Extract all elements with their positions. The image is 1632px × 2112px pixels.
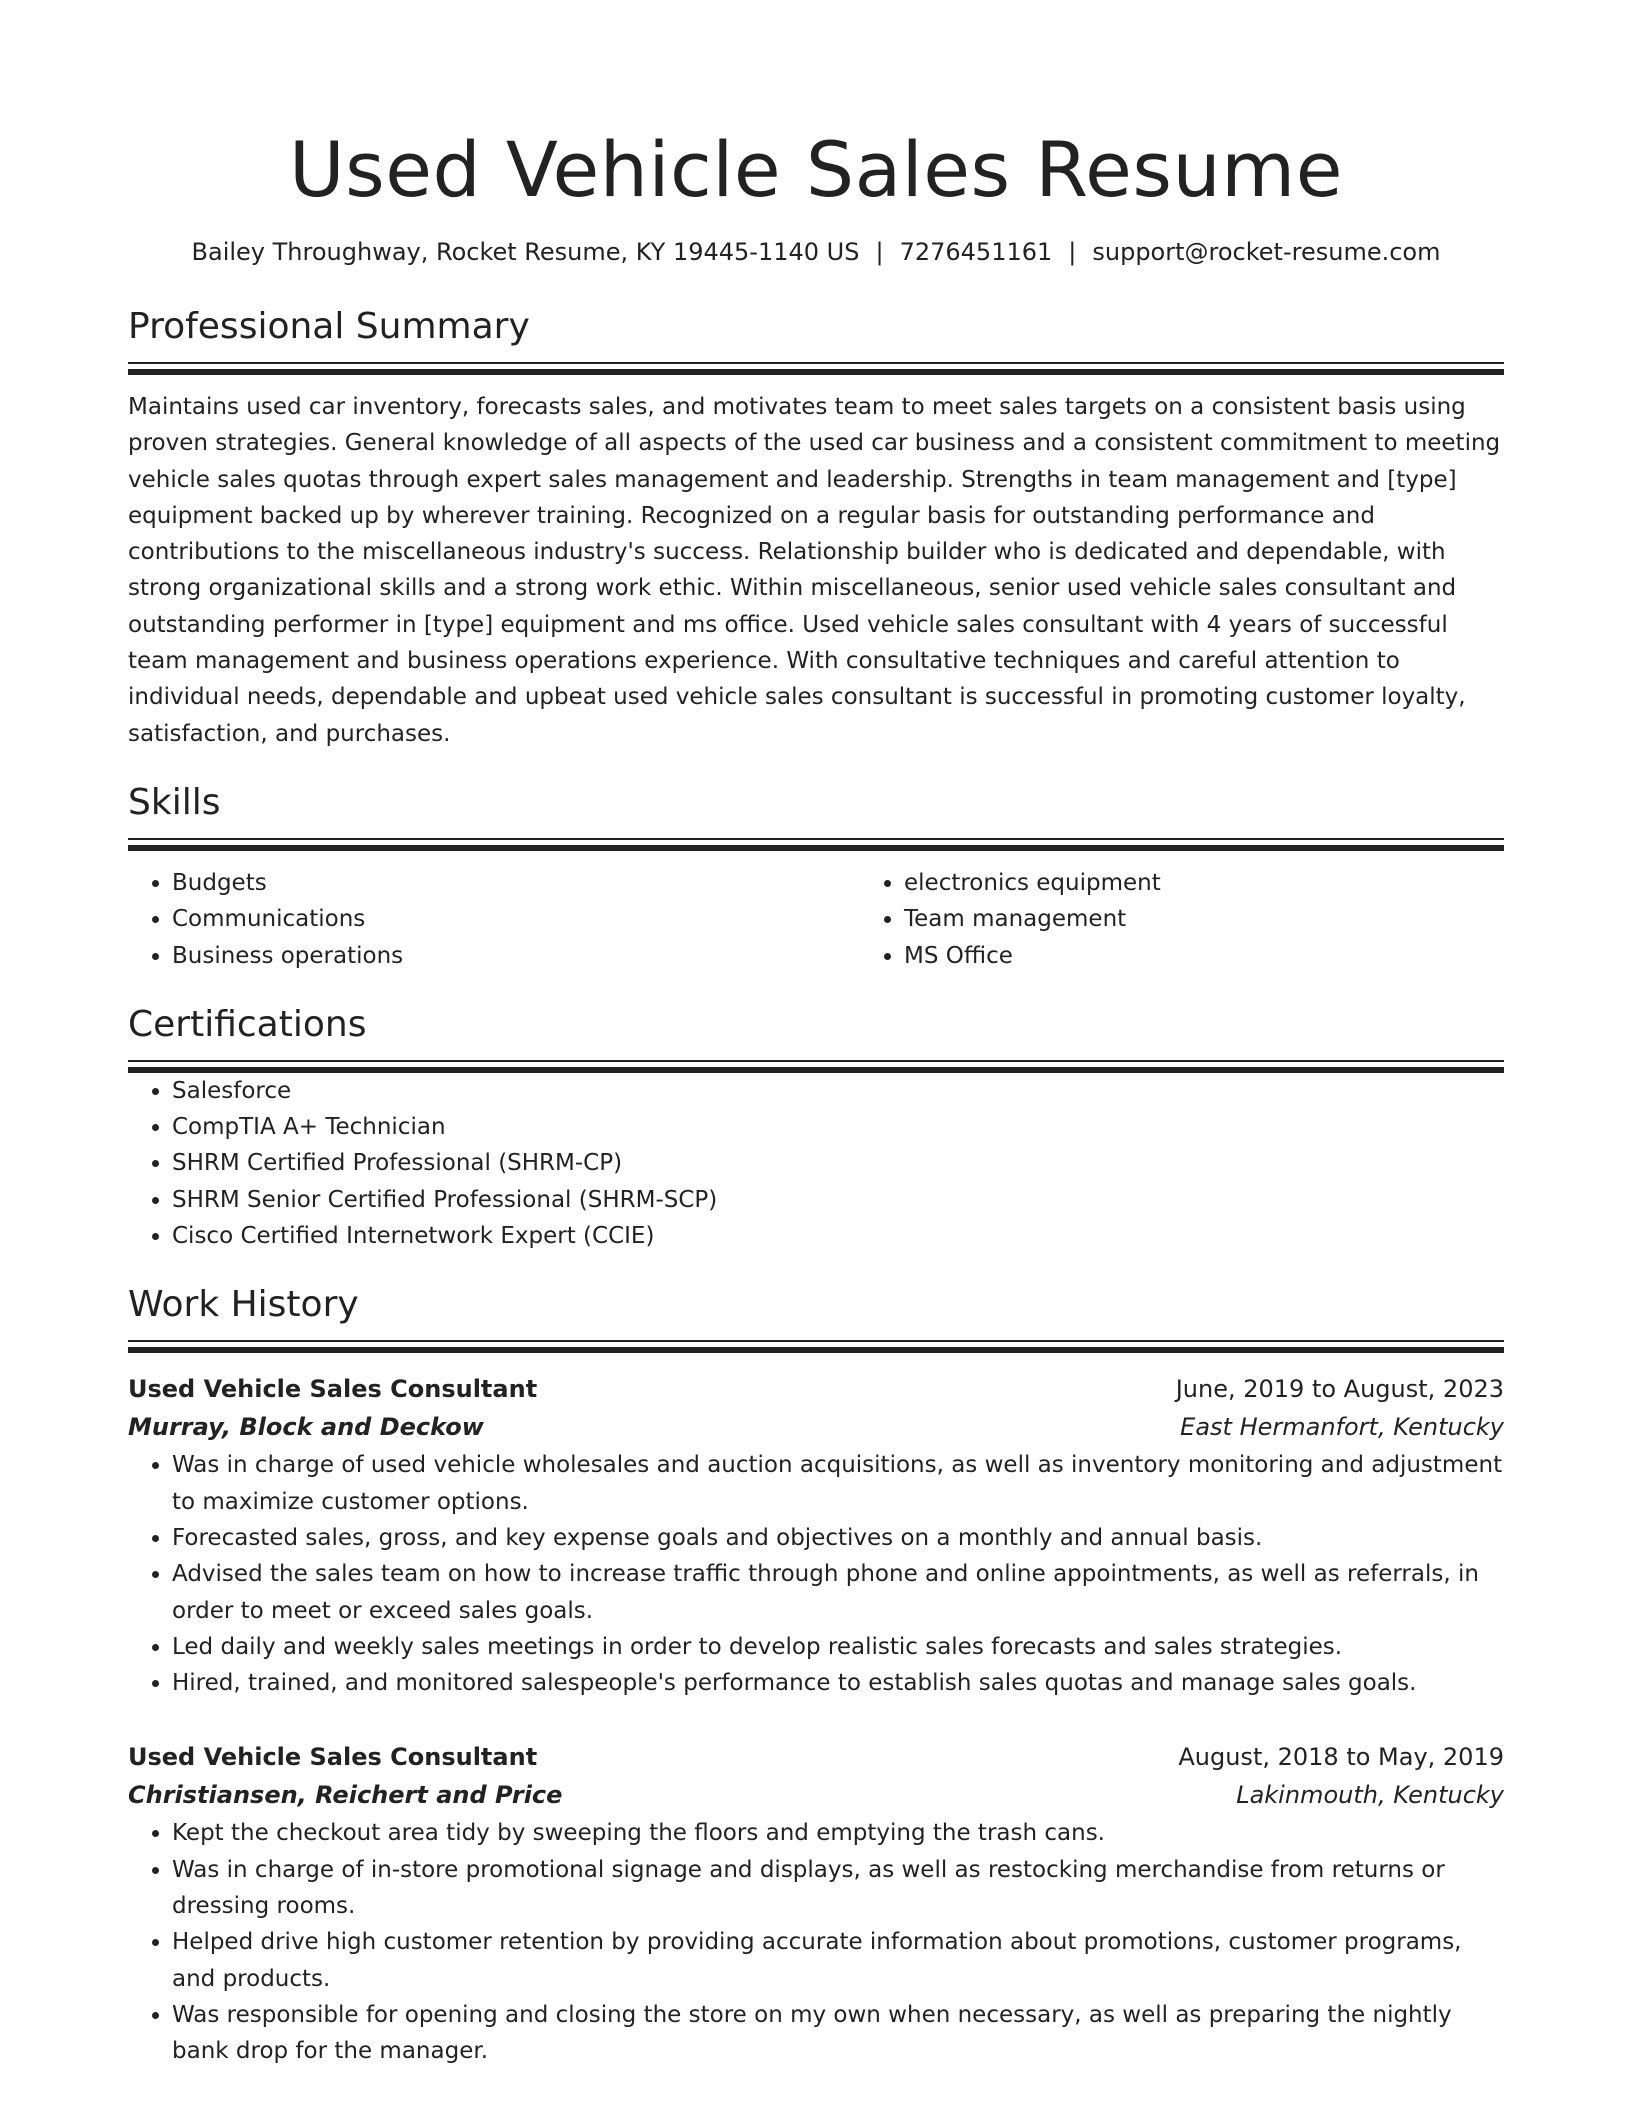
job-dates: June, 2019 to August, 2023 [1175, 1375, 1504, 1404]
section-divider [128, 1340, 1504, 1353]
job-bullet: • Helped drive high customer retention by providing accurate information about promotions, customer programs, and products. [172, 1924, 1504, 1997]
skill-item: • Team management [904, 901, 1592, 937]
summary-text: Maintains used car inventory, forecasts sales, and motivates team to meet sales targets on a consistent basis using proven strategies. General knowledge of all aspects of the used car business and a consistent commitment to meeting vehicle sales quotas through expert sales management and leadership. Strengths in team management and [type] equipment backed up by wherever training. Recognized on a regular basis for outstanding performance and contributions to the miscellaneous industry's success. Relationship builder who is dedicated and dependable, with strong organizational skills and a strong work ethic. Within miscellaneous, senior used vehicle sales consultant and outstanding performer in [type] equipment and ms office. Used vehicle sales consultant with 4 years of successful team management and business operations experience. With consultative techniques and careful attention to individual needs, dependable and upbeat used vehicle sales consultant is successful in promoting customer loyalty, satisfaction, and purchases. [128, 394, 1501, 747]
contact-separator: | [1068, 238, 1077, 266]
job-bullet: • Kept the checkout area tidy by sweeping the floors and emptying the trash cans. [172, 1815, 1504, 1851]
contact-email[interactable]: support@rocket-resume.com [1092, 238, 1441, 266]
resume-page [128, 0, 1504, 2070]
skill-item: • Business operations [172, 938, 860, 974]
skills-columns [128, 865, 1504, 974]
skill-item: • electronics equipment [904, 865, 1592, 901]
contact-separator: | [875, 238, 884, 266]
skills-section [128, 780, 1504, 974]
job-entry [128, 1739, 1504, 2069]
job-title: Used Vehicle Sales Consultant [128, 1375, 538, 1404]
skill-item: • MS Office [904, 938, 1592, 974]
skills-list-right [860, 865, 1592, 974]
skill-item: • Budgets [172, 865, 860, 901]
section-divider [128, 838, 1504, 851]
section-heading-work-history: Work History [128, 1284, 359, 1326]
certification-item: • SHRM Certified Professional (SHRM-CP) [172, 1145, 1504, 1181]
certification-item: • Salesforce [172, 1073, 1504, 1109]
job-bullet: • Forecasted sales, gross, and key expense goals and objectives on a monthly and annual basis. [172, 1520, 1504, 1556]
certification-item: • Cisco Certified Internetwork Expert (CCIE) [172, 1218, 1504, 1254]
section-heading-summary: Professional Summary [128, 306, 530, 347]
job-header-row [128, 1739, 1504, 1775]
job-company: Murray, Block and Deckow [128, 1413, 484, 1442]
job-bullet: • Was responsible for opening and closing the store on my own when necessary, as well as preparing the nightly bank drop for the manager. [172, 1997, 1504, 2070]
job-bullet: • Was in charge of used vehicle wholesales and auction acquisitions, as well as inventory monitoring and adjustment to maximize customer options. [172, 1447, 1504, 1520]
job-bullet: • Hired, trained, and monitored salespeople's performance to establish sales quotas and manage sales goals. [172, 1665, 1504, 1701]
certification-item: • SHRM Senior Certified Professional (SHRM-SCP) [172, 1182, 1504, 1218]
section-divider [128, 1060, 1504, 1073]
skill-item: • Communications [172, 901, 860, 937]
section-divider [128, 362, 1504, 375]
resume-title: Used Vehicle Sales Resume [289, 125, 1343, 214]
job-bullets [128, 1815, 1504, 2069]
job-company-row [128, 1407, 1504, 1447]
job-bullet: • Advised the sales team on how to increase traffic through phone and online appointments, as well as referrals, in order to meet or exceed sales goals. [172, 1556, 1504, 1629]
skills-list-left [128, 865, 860, 974]
professional-summary-section [128, 304, 1504, 752]
job-header-row [128, 1371, 1504, 1407]
job-location: Lakinmouth, Kentucky [1236, 1781, 1504, 1810]
job-bullets [128, 1447, 1504, 1701]
job-bullet: • Was in charge of in-store promotional signage and displays, as well as restocking merchandise from returns or dressing rooms. [172, 1852, 1504, 1925]
job-company: Christiansen, Reichert and Price [128, 1781, 563, 1810]
certification-item: • CompTIA A+ Technician [172, 1109, 1504, 1145]
work-history-section [128, 1282, 1504, 2069]
job-company-row [128, 1775, 1504, 1815]
contact-address: Bailey Throughway, Rocket Resume, KY 19445-1140 US [191, 238, 860, 266]
certifications-list [128, 1073, 1504, 1254]
job-location: East Hermanfort, Kentucky [1180, 1413, 1504, 1442]
section-heading-certifications: Certifications [128, 1003, 367, 1045]
certifications-section [128, 1002, 1504, 1254]
section-heading-skills: Skills [128, 781, 221, 823]
job-title: Used Vehicle Sales Consultant [128, 1743, 538, 1772]
contact-line [128, 236, 1504, 268]
contact-phone: 7276451161 [899, 238, 1053, 266]
job-dates: August, 2018 to May, 2019 [1178, 1743, 1504, 1772]
job-entry [128, 1371, 1504, 1701]
job-bullet: • Led daily and weekly sales meetings in order to develop realistic sales forecasts and sales strategies. [172, 1629, 1504, 1665]
